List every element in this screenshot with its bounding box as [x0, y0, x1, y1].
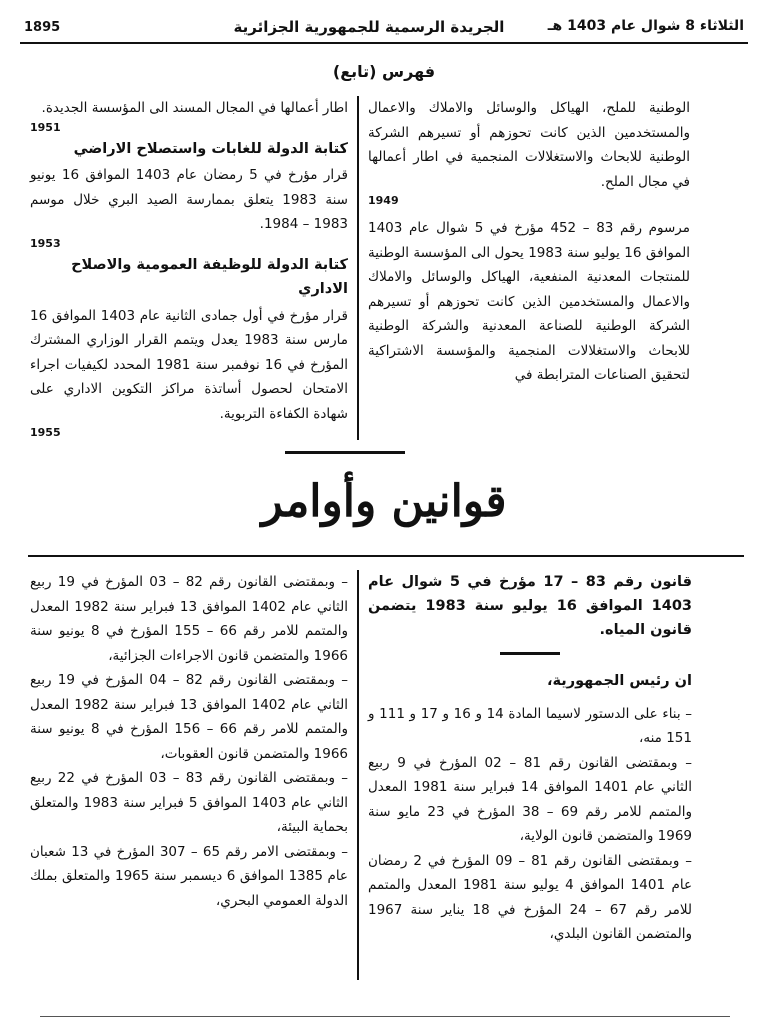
index-entry: [30, 163, 348, 251]
gazette-header: [24, 14, 744, 42]
index-title: فهرس (تابع): [332, 62, 436, 81]
visa-paragraph: – وبمقتضى القانون رقم 81 – 09 المؤرخ في 2 رمضان عام 1401 الموافق 4 يوليو سنة 1981 المعدل والمتمم للامر رقم 67 – 24 المؤرخ في 18 يناير سنة 1967 والمتضمن القانون البلدي،: [368, 852, 692, 942]
section-title: قوانين وأوامر: [261, 476, 507, 527]
page-ref: 1951: [30, 120, 61, 134]
law-left-column: [30, 570, 348, 913]
index-left-column: [30, 96, 348, 442]
visa-paragraph: – وبمقتضى القانون رقم 83 – 03 المؤرخ في 22 ربيع الثاني عام 1403 الموافق 5 فبراير سنة 1983 والمتعلق بحماية البيئة،: [30, 770, 349, 835]
visa-paragraph: – وبمقتضى الامر رقم 65 – 307 المؤرخ في 13 شعبان عام 1385 الموافق 6 ديسمبر سنة 1965 والمتعلق بملك الدولة العمومي البحري،: [30, 843, 348, 909]
page-ref: 1953: [30, 236, 61, 250]
index-entry: [368, 96, 690, 208]
law-title: قانون رقم 83 – 17 مؤرخ في 5 شوال عام 1403 الموافق 16 يوليو سنة 1983 يتضمن قانون المياه.: [368, 574, 693, 638]
column-divider: [357, 570, 359, 980]
page-ref: 1955: [30, 426, 61, 439]
index-entry-text: قرار مؤرخ في أول جمادى الثانية عام 1403 الموافق 16 مارس سنة 1983 يعدل ويتمم القرار الوزاري المشترك المؤرخ في 16 نوفمبر سنة 1981 المحدد لكيفيات اجراء الامتحان لحصول أساتذة مراكز التكوين الاداري على شهادة الكفاءة التربوية.: [30, 307, 348, 422]
title-rule: [500, 652, 560, 655]
index-entry-text: مرسوم رقم 83 – 452 مؤرخ في 5 شوال عام 1403 الموافق 16 يوليو سنة 1983 يحول الى المؤسسة الوطنية للمنتجات المعدنية المنفعية، الهياكل والوسائل والاملاك والاعمال والمستخدمين الذين كانت تحوزهم أو تسيرهم الشركة الوطنية للصناعة المعدنية والشركة الوطنية للابحاث والاستغلالات المنجمية والمؤسسة الاشتراكية لتحقيق الصناعات المترابطة في: [368, 220, 690, 383]
index-entry-text: اطار أعمالها في المجال المسند الى المؤسسة الجديدة.: [41, 100, 348, 116]
section-heading: كتابة الدولة للوظيفة العمومية والاصلاح الاداري: [71, 256, 348, 297]
law-right-column: [368, 570, 692, 947]
index-right-column: [368, 96, 690, 390]
header-rule: [20, 42, 748, 44]
issue-date: الثلاثاء 8 شوال عام 1403 هـ: [547, 18, 744, 34]
section-separator: [285, 451, 405, 454]
footer-rule: [40, 1016, 730, 1017]
index-entry: [30, 304, 348, 441]
visa-paragraph: – وبمقتضى القانون رقم 82 – 04 المؤرخ في 19 ربيع الثاني عام 1402 الموافق 13 فبراير سنة 1982 المعدل والمتمم للامر رقم 66 – 156 المؤرخ في 8 يونيو سنة 1966 والمتضمن قانون العقوبات،: [30, 672, 348, 762]
page-number: 1895: [24, 20, 61, 35]
section-heading: كتابة الدولة للغابات واستصلاح الاراضي: [73, 140, 348, 157]
index-entry-text: الوطنية للملح، الهياكل والوسائل والاملاك والاعمال والمستخدمين الذين كانت تحوزهم أو تسيرهم الشركة الوطنية للابحاث والاستغلالات المنجمية في اطار أعمالها في مجال الملح.: [368, 100, 690, 190]
president-line: ان رئيس الجمهورية،: [547, 673, 692, 689]
visa-paragraph: – وبمقتضى القانون رقم 82 – 03 المؤرخ في 19 ربيع الثاني عام 1402 الموافق 13 فبراير سنة 1982 المعدل والمتمم للامر رقم 66 – 155 المؤرخ في 8 يونيو سنة 1966 والمتضمن قانون الاجراءات الجزائية،: [30, 574, 348, 664]
visa-paragraph: – وبمقتضى القانون رقم 81 – 02 المؤرخ في 9 ربيع الثاني عام 1401 الموافق 14 فبراير سنة 1981 المعدل والمتمم للامر رقم 69 – 38 المؤرخ في 23 مايو سنة 1969 والمتضمن قانون الولاية،: [368, 754, 692, 844]
visa-paragraph: – بناء على الدستور لاسيما المادة 14 و 16 و 17 و 111 و 151 منه،: [368, 705, 693, 746]
column-divider: [357, 96, 359, 440]
index-entry: [30, 96, 348, 135]
page-ref: 1949: [368, 194, 399, 207]
gazette-title: الجريدة الرسمية للجمهورية الجزائرية: [233, 18, 505, 36]
section-separator: [28, 555, 744, 557]
index-entry: [368, 216, 690, 388]
index-entry-text: قرار مؤرخ في 5 رمضان عام 1403 الموافق 16 يونيو سنة 1983 يتعلق بممارسة الصيد البري خلال موسم 1983 – 1984.: [30, 167, 348, 232]
